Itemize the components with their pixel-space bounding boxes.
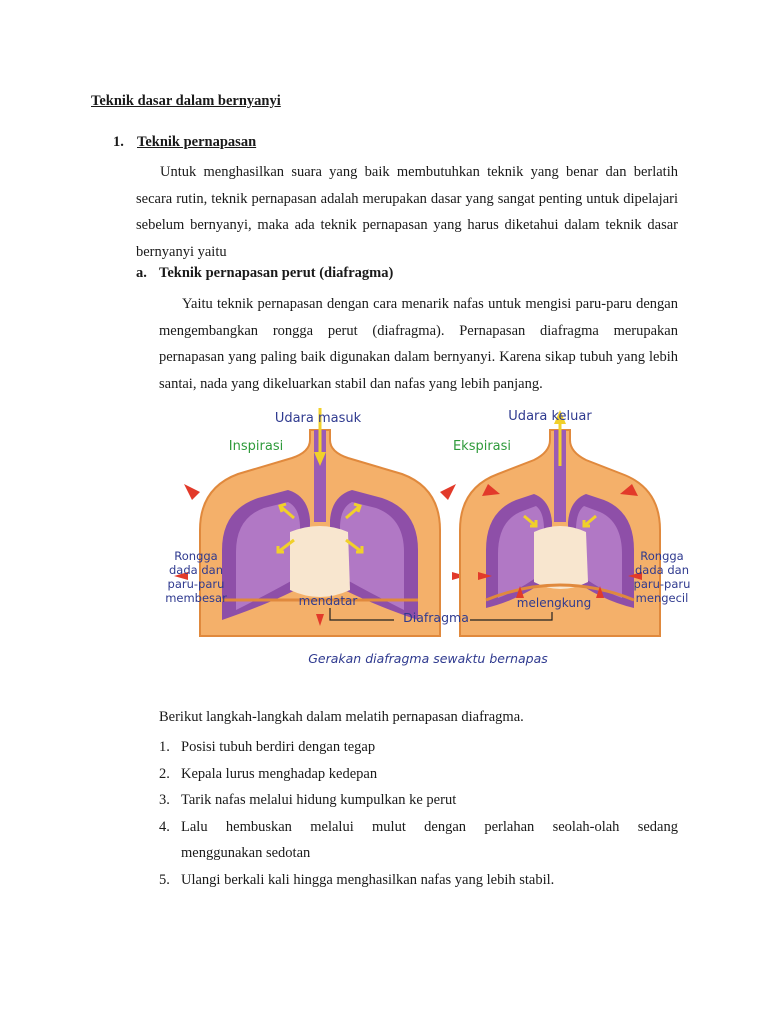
list-item <box>159 814 678 867</box>
left-note-line: Rongga <box>174 549 218 563</box>
list-text: Ulangi berkali kali hingga menghasilkan nafas yang lebih stabil. <box>181 871 555 888</box>
left-note-line: dada dan <box>169 563 223 577</box>
label-flat: mendatar <box>298 594 358 608</box>
list-number: 1. <box>159 739 170 755</box>
label-air-out: Udara keluar <box>508 409 592 424</box>
section-number: 1. <box>113 134 124 150</box>
document-title: Teknik dasar dalam bernyanyi <box>91 93 281 109</box>
list-number: 2. <box>159 765 170 782</box>
right-note-line: paru-paru <box>633 577 691 591</box>
right-note-line: mengecil <box>635 591 689 605</box>
list-text-continuation: menggunakan sedotan <box>181 845 311 861</box>
list-item <box>159 867 678 894</box>
list-text: Posisi tubuh berdiri dengan tegap <box>181 739 376 755</box>
section-paragraph: Untuk menghasilkan suara yang baik membutuhkan teknik yang benar dan berlatih secara rutin, teknik pernapasan adalah merupakan dasar yang sangat penting untuk dipelajari sebelum bernyanyi, maka ada teknik pernapasan yang harus diketahui dalam teknik dasar bernyanyi yaitu <box>136 164 678 260</box>
subsection-heading <box>136 265 393 282</box>
section-heading-text: Teknik pernapasan <box>137 134 257 150</box>
label-inspiration: Inspirasi <box>228 439 284 454</box>
label-expiration: Ekspirasi <box>452 439 512 454</box>
label-curved: melengkung <box>516 596 592 610</box>
subsection-paragraph: Yaitu teknik pernapasan dengan cara menarik nafas untuk mengisi paru-paru dengan mengembangkan rongga perut (diafragma). Pernapasan diafragma merupakan pernapasan yang paling baik digunakan dalam bernyanyi. Karena sikap tubuh yang lebih santai, nada yang dikeluarkan stabil dan nafas yang lebih panjang. <box>159 296 678 392</box>
label-air-in: Udara masuk <box>274 411 362 426</box>
right-note <box>634 549 691 605</box>
list-number: 3. <box>159 792 170 808</box>
right-note-line: dada dan <box>635 563 689 577</box>
list-item <box>159 734 678 761</box>
list-text: Tarik nafas melalui hidung kumpulkan ke perut <box>181 792 457 808</box>
list-text: Lalu hembuskan melalui mulut dengan perlahan seolah-olah sedang <box>181 818 678 835</box>
list-item <box>159 787 678 814</box>
label-diaphragm: Diafragma <box>403 610 469 625</box>
subsection-heading-text: Teknik pernapasan perut (diafragma) <box>159 265 394 281</box>
list-number: 5. <box>159 871 170 888</box>
section-heading <box>113 134 256 151</box>
right-note-line: Rongga <box>640 549 684 563</box>
list-item <box>159 761 678 788</box>
subsection-letter: a. <box>136 265 147 281</box>
left-note-line: membesar <box>165 591 227 605</box>
figure-caption: Gerakan diafragma sewaktu bernapas <box>308 651 548 666</box>
steps-list <box>159 734 678 893</box>
steps-intro: Berikut langkah-langkah dalam melatih pernapasan diafragma. <box>159 709 524 725</box>
left-note-line: paru-paru <box>167 577 225 591</box>
diaphragm-figure <box>160 400 697 672</box>
list-text: Kepala lurus menghadap kedepan <box>181 765 378 782</box>
list-number: 4. <box>159 818 170 835</box>
